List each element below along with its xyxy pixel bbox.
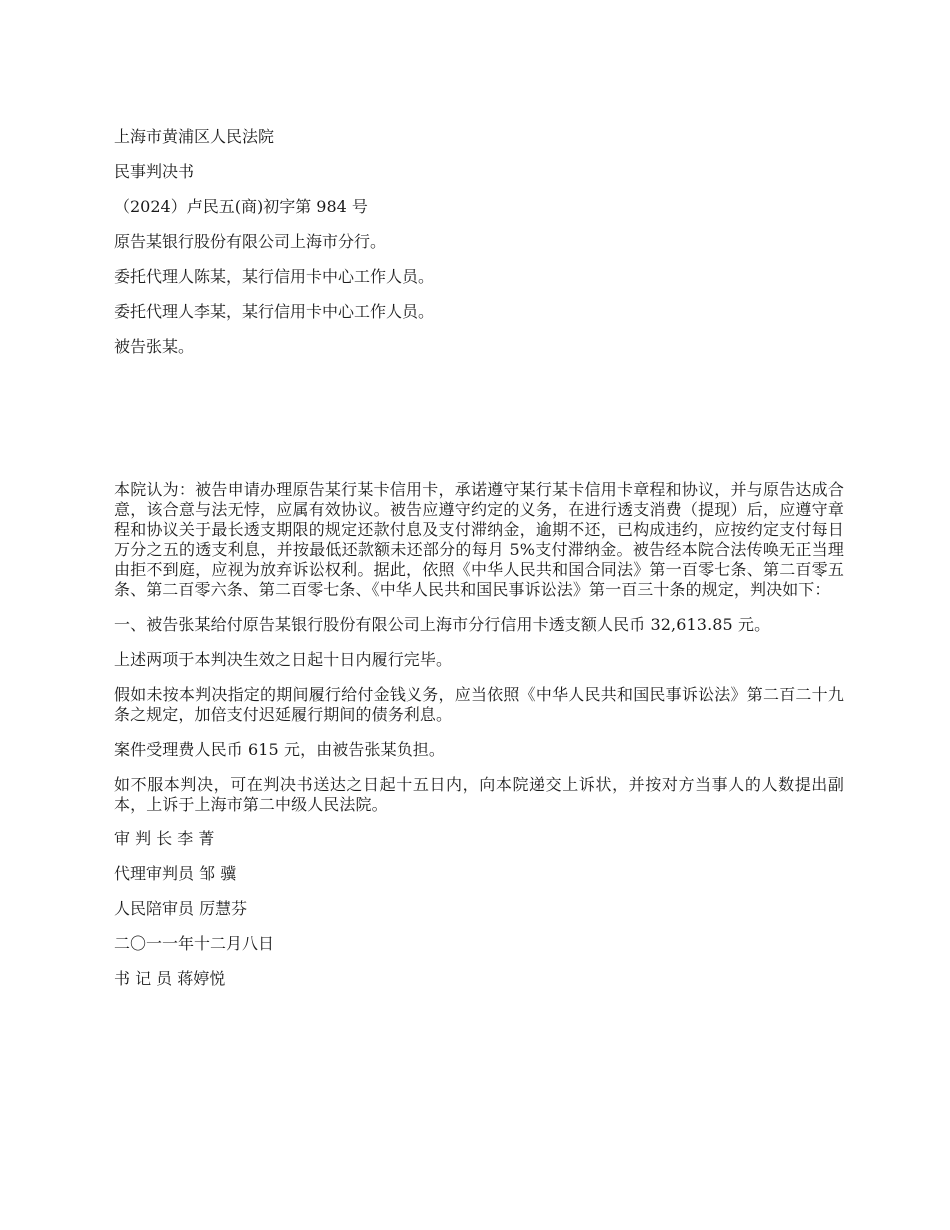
- appeal-notice: 如不服本判决，可在判决书送达之日起十五日内，向本院递交上诉状，并按对方当事人的人数提出副本，上诉于上海市第二中级人民法院。: [114, 775, 844, 814]
- case-fee: 案件受理费人民币 615 元，由被告张某负担。: [114, 740, 446, 759]
- defendant: 被告张某。: [114, 337, 195, 356]
- plaintiff-agent-2: 委托代理人李某，某行信用卡中心工作人员。: [114, 302, 435, 321]
- plaintiff-agent-1: 委托代理人陈某，某行信用卡中心工作人员。: [114, 267, 435, 286]
- court-reasoning: 本院认为：被告申请办理原告某行某卡信用卡，承诺遵守某行某卡信用卡章程和协议，并与原告达成合意，该合意与法无悖，应属有效协议。被告应遵守约定的义务，在进行透支消费（提现）后，应遵守章程和协议关于最长透支期限的规定还款付息及支付滞纳金，逾期不还，已构成违约，应按约定支付每日万分之五的透支利息，并按最低还款额未还部分的每月 5%支付滞纳金。被告经本院合法传唤无正当理由拒不到庭，应视为放弃诉讼权利。据此，依照《中华人民共和国合同法》第一百零七条、第二百零五条、第二百零六条、第二百零七条、《中华人民共和国民事诉讼法》第一百三十条的规定，判决如下：: [114, 480, 844, 599]
- document-type: 民事判决书: [114, 162, 195, 181]
- presiding-judge: 审 判 长 李 菁: [114, 829, 215, 848]
- case-number: （2024）卢民五(商)初字第 984 号: [114, 197, 368, 216]
- judgment-document: [114, 126, 844, 990]
- people-juror: 人民陪审员 厉慧芬: [114, 899, 248, 918]
- acting-judge: 代理审判员 邹 骥: [114, 864, 237, 883]
- delay-interest-clause: 假如未按本判决指定的期间履行给付金钱义务，应当依照《中华人民共和国民事诉讼法》第二百二十九条之规定，加倍支付迟延履行期间的债务利息。: [114, 685, 844, 724]
- performance-deadline: 上述两项于本判决生效之日起十日内履行完毕。: [114, 650, 453, 669]
- court-clerk: 书 记 员 蒋婷悦: [114, 969, 226, 988]
- judgment-date: 二〇一一年十二月八日: [114, 934, 275, 953]
- court-name: 上海市黄浦区人民法院: [114, 127, 275, 146]
- plaintiff: 原告某银行股份有限公司上海市分行。: [114, 232, 387, 251]
- judgment-item-1: 一、被告张某给付原告某银行股份有限公司上海市分行信用卡透支额人民币 32,613.85 元。: [114, 615, 771, 634]
